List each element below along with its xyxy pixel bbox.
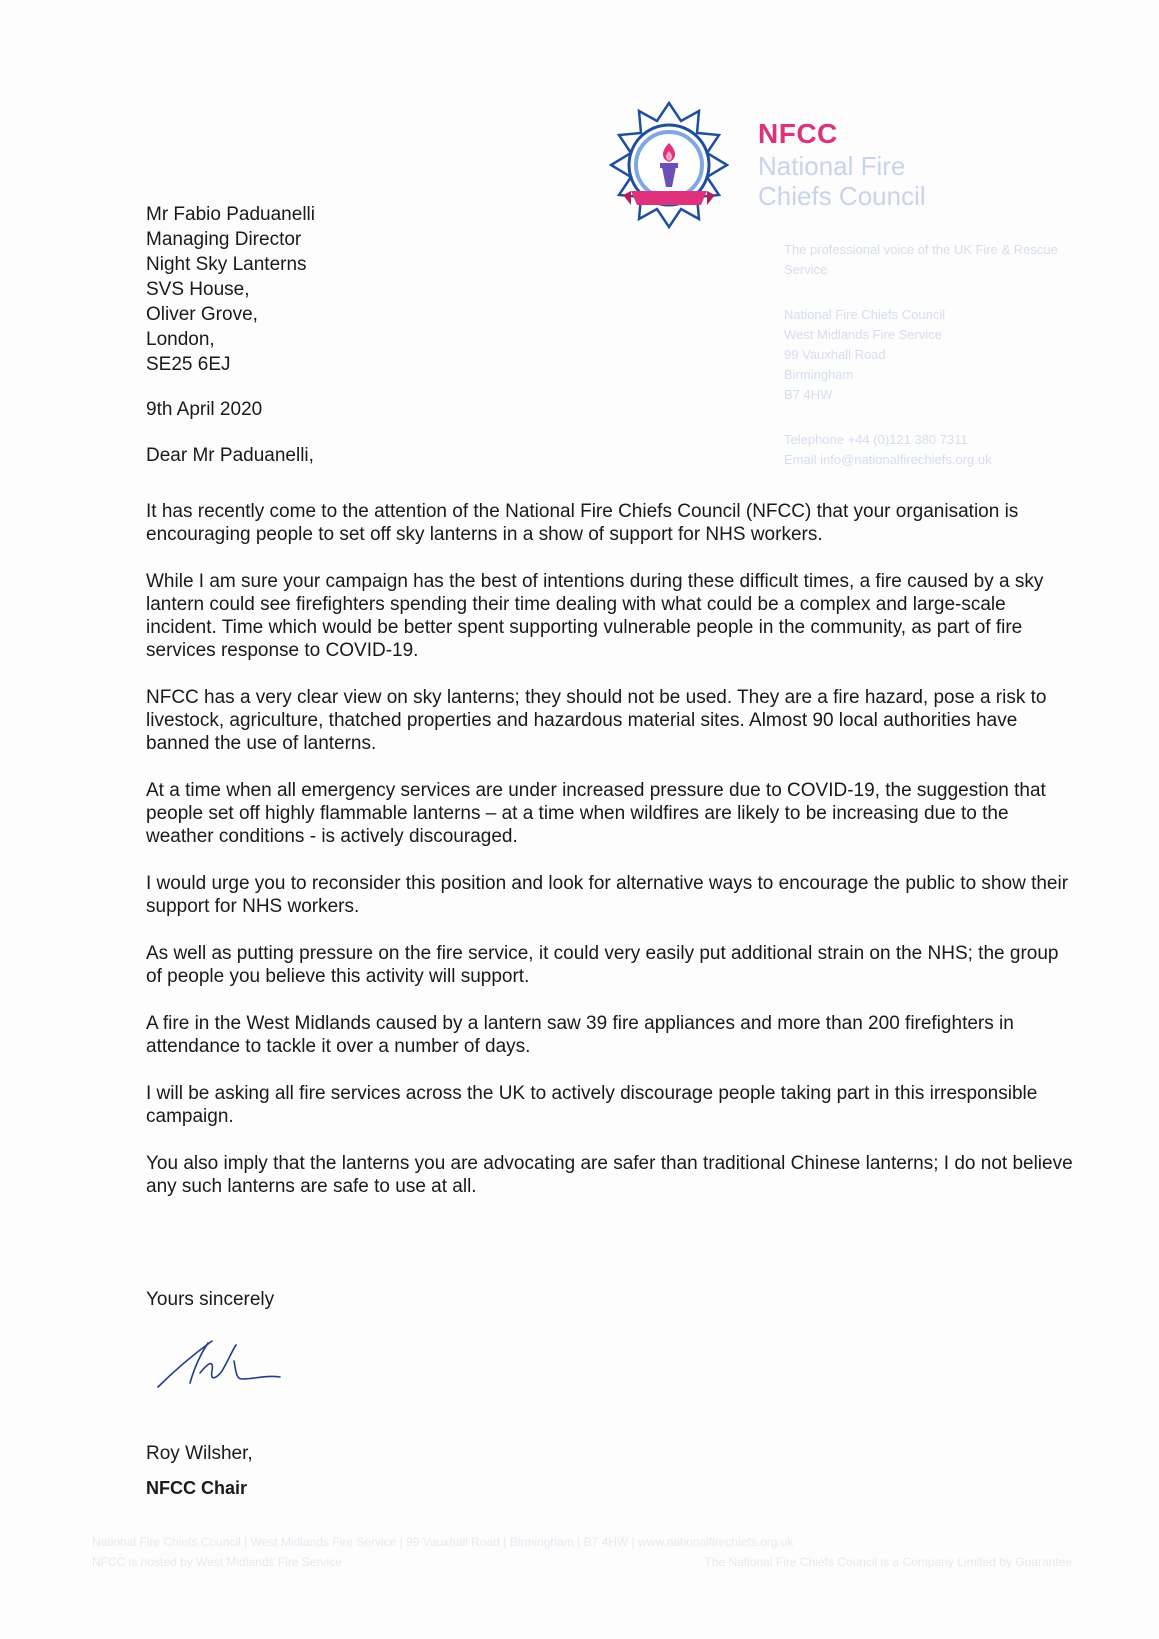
letterhead-footer <box>92 1532 1072 1572</box>
brand-full-name-line1: National Fire <box>758 151 906 181</box>
recipient-line: SVS House, <box>146 279 250 300</box>
email: Email info@nationalfirechiefs.org.uk <box>784 452 992 467</box>
body-paragraph: You also imply that the lanterns you are advocating are safer than traditional Chinese lanterns; I do not believe any such lanterns are safe to use at all. <box>146 1153 1073 1197</box>
address-line: Birmingham <box>784 367 854 382</box>
letter-date: 9th April 2020 <box>146 399 263 420</box>
letterhead-tagline: The professional voice of the UK Fire & Rescue Service <box>784 242 1058 277</box>
recipient-address <box>146 202 1076 377</box>
footer-line-1: National Fire Chiefs Council | West Midlands Fire Service | 99 Vauxhall Road | Birmingham | B7 4HW | www.nationalfirechiefs.org.uk <box>92 1535 794 1549</box>
address-line: 99 Vauxhall Road <box>784 347 886 362</box>
address-line: West Midlands Fire Service <box>784 327 942 342</box>
body-paragraph: A fire in the West Midlands caused by a lantern saw 39 fire appliances and more than 200 firefighters in attendance to tackle it over a number of days. <box>146 1013 1014 1057</box>
signer-name: Roy Wilsher, <box>146 1443 253 1464</box>
footer-line-2 <box>92 1552 1072 1572</box>
signer-role: NFCC Chair <box>146 1478 248 1498</box>
body-paragraph: I will be asking all fire services across the UK to actively discourage people taking part in this irresponsible campaign. <box>146 1083 1038 1127</box>
footer-right: The National Fire Chiefs Council is a Company Limited by Guarantee <box>704 1555 1072 1569</box>
recipient-line: Night Sky Lanterns <box>146 254 307 275</box>
body-paragraph: As well as putting pressure on the fire service, it could very easily put additional strain on the NHS; the group of people you believe this activity will support. <box>146 943 1059 987</box>
recipient-line: Mr Fabio Paduanelli <box>146 204 315 225</box>
brand-short-name: NFCC <box>758 118 838 149</box>
brand-full-name-line2: Chiefs Council <box>758 181 926 211</box>
body-paragraph: While I am sure your campaign has the best of intentions during these difficult times, a fire caused by a sky lantern could see firefighters spending their time dealing with what could be a complex and large-scale incident. Time which would be better spent supporting vulnerable people in the community, as part of fire services response to COVID-19. <box>146 571 1044 661</box>
body-paragraph: It has recently come to the attention of the National Fire Chiefs Council (NFCC) that your organisation is encouraging people to set off sky lanterns in a show of support for NHS workers. <box>146 501 1019 545</box>
closing: Yours sincerely <box>146 1289 275 1310</box>
handwritten-signature <box>150 1335 300 1395</box>
letter-body <box>146 500 1076 1222</box>
body-paragraph: At a time when all emergency services are under increased pressure due to COVID-19, the suggestion that people set off highly flammable lanterns – at a time when wildfires are likely to be increasing due to the weather conditions - is actively discouraged. <box>146 780 1046 847</box>
body-paragraph: NFCC has a very clear view on sky lanterns; they should not be used. They are a fire hazard, pose a risk to livestock, agriculture, thatched properties and hazardous material sites. Almost 90 local authorities have banned the use of lanterns. <box>146 687 1047 754</box>
recipient-line: SE25 6EJ <box>146 354 231 375</box>
telephone: Telephone +44 (0)121 380 7311 <box>784 432 968 447</box>
address-line: National Fire Chiefs Council <box>784 307 946 322</box>
brand-block <box>758 118 926 210</box>
recipient-line: London, <box>146 329 215 350</box>
body-paragraph: I would urge you to reconsider this position and look for alternative ways to encourage the public to show their support for NHS workers. <box>146 873 1069 917</box>
address-line: B7 4HW <box>784 387 833 402</box>
recipient-line: Oliver Grove, <box>146 304 258 325</box>
footer-left: NFCC is hosted by West Midlands Fire Service <box>92 1555 342 1569</box>
salutation: Dear Mr Paduanelli, <box>146 445 314 466</box>
recipient-line: Managing Director <box>146 229 302 250</box>
